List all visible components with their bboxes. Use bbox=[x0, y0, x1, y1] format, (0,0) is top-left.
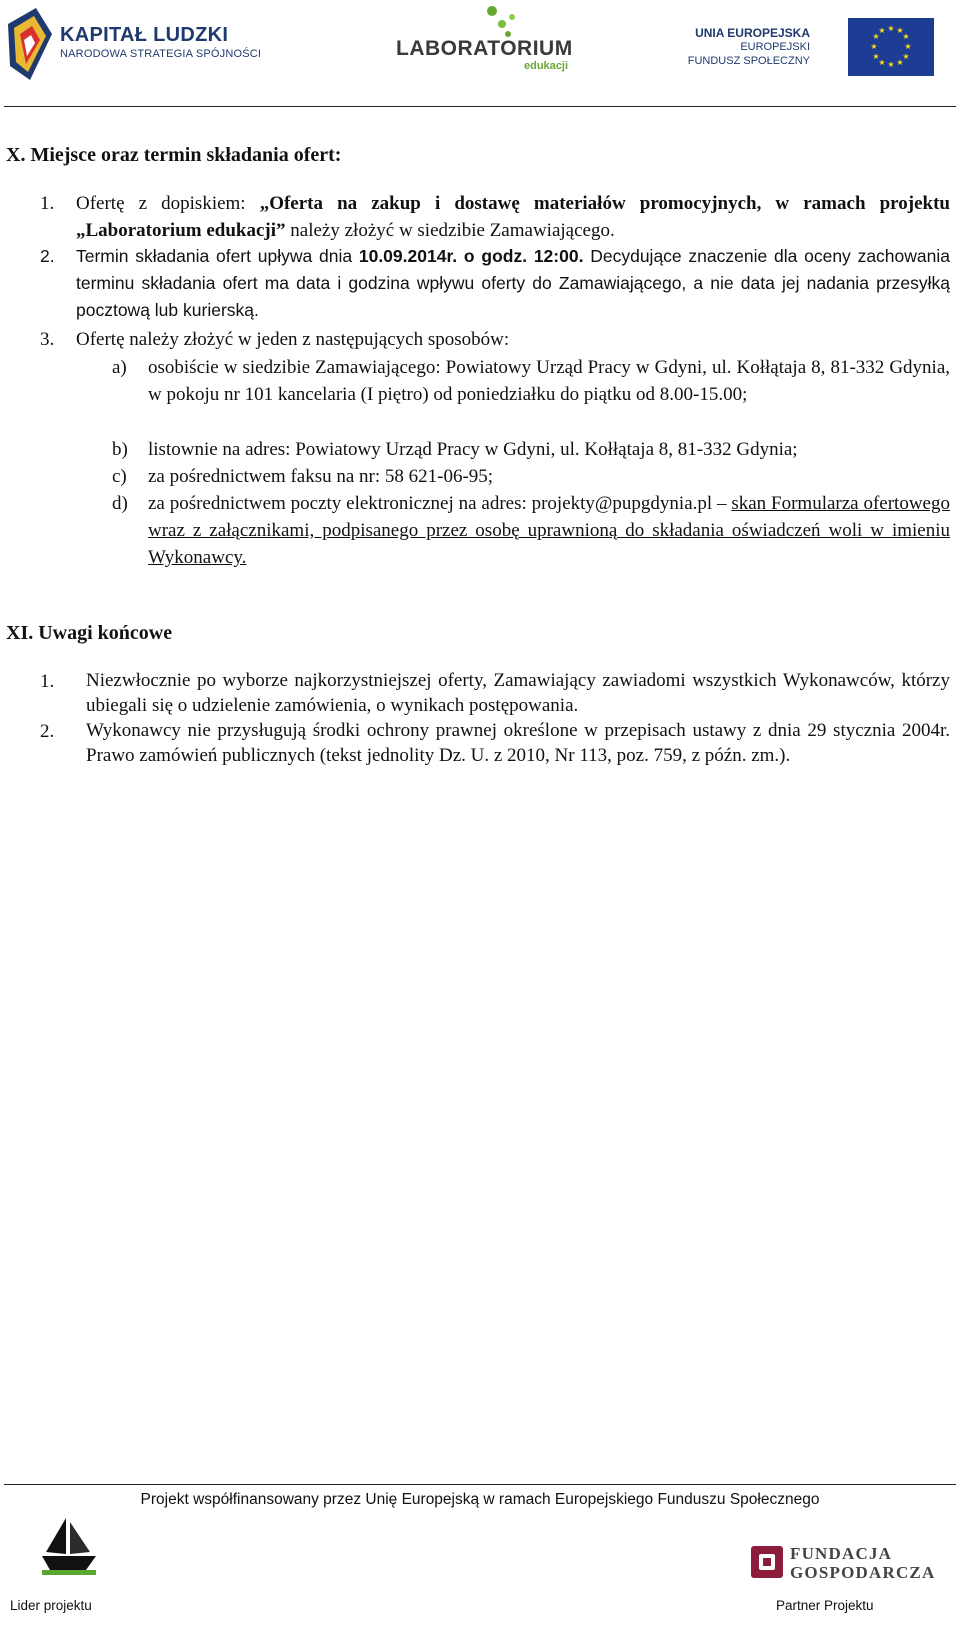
list-item-text: Termin składania ofert upływa dnia bbox=[76, 246, 359, 266]
list-item-text: Decydujące znaczenie dla oceny zachowania terminu składania ofert ma data i godzina wpływu oferty do Zamawiającego, a nie data jej nadania przesyłką pocztową lub kurierską. bbox=[76, 246, 950, 320]
header-divider bbox=[4, 106, 956, 107]
email-delivery-text: za pośrednictwem poczty elektronicznej na adres: projekty@pupgdynia.pl – bbox=[148, 493, 732, 514]
laboratorium-subtitle: edukacji bbox=[524, 60, 569, 72]
svg-text:★: ★ bbox=[887, 24, 895, 33]
list-item-text: należy złożyć w siedzibie Zamawiającego. bbox=[285, 220, 615, 241]
kapital-ludzki-title: KAPITAŁ LUDZKI bbox=[60, 24, 229, 46]
partner-label: Partner Projektu bbox=[776, 1598, 874, 1613]
sub-item-letter: b) bbox=[112, 439, 128, 460]
svg-text:★: ★ bbox=[878, 58, 886, 67]
svg-text:★: ★ bbox=[878, 26, 886, 35]
sub-item-letter: c) bbox=[112, 466, 127, 487]
sub-item-text: osobiście w siedzibie Zamawiającego: Powiatowy Urząd Pracy w Gdyni, ul. Kołłątaja 8, 81-332 Gdynia, w pokoju nr 101 kancelaria (I piętro) od poniedziałku do piątku od 8.00-15.00; bbox=[148, 357, 950, 405]
list-item-number: 1. bbox=[40, 193, 55, 214]
svg-text:★: ★ bbox=[872, 32, 880, 41]
lider-ship-logo-icon bbox=[36, 1512, 102, 1578]
lider-label: Lider projektu bbox=[10, 1598, 92, 1613]
laboratorium-title: LABORATORIUM bbox=[396, 37, 573, 60]
scan-requirement-underlined: skan Formularza ofertowego wraz z załącznikami, podpisanego przez osobę uprawnioną do składania oświadczeń woli w imieniu Wykonawcy. bbox=[148, 493, 950, 568]
list-item-number: 1. bbox=[40, 671, 55, 692]
list-item bbox=[76, 190, 950, 244]
list-item-text: Wykonawcy nie przysługują środki ochrony prawnej określone w przepisach ustawy z dnia 29 stycznia 2004r. Prawo zamówień publicznych (tekst jednolity Dz. U. z 2010, Nr 113, poz. 759, z późn. zm.). bbox=[86, 720, 950, 766]
eu-line-1: UNIA EUROPEJSKA bbox=[695, 26, 810, 40]
sub-item-letter: d) bbox=[112, 493, 128, 514]
list-item-text: Ofertę z dopiskiem: bbox=[76, 193, 260, 214]
svg-text:★: ★ bbox=[902, 52, 910, 61]
deadline-bold: 10.09.2014r. o godz. 12:00. bbox=[358, 246, 584, 266]
eu-line-2: EUROPEJSKI bbox=[740, 41, 810, 53]
list-item-number: 2. bbox=[40, 721, 55, 742]
list-item-text: Niezwłocznie po wyborze najkorzystniejszej oferty, Zamawiający zawiadomi wszystkich Wykonawców, którzy ubiegali się o udzielenie zamówienia, o wynikach postępowania. bbox=[86, 670, 950, 716]
fundacja-line-2: GOSPODARCZA bbox=[790, 1563, 936, 1582]
sub-item-text: listownie na adres: Powiatowy Urząd Pracy w Gdyni, ul. Kołłątaja 8, 81-332 Gdynia; bbox=[148, 439, 798, 460]
cofinanced-note: Projekt współfinansowany przez Unię Europejską w ramach Europejskiego Funduszu Społecznego bbox=[140, 1491, 820, 1508]
eu-line-3: FUNDUSZ SPOŁECZNY bbox=[687, 55, 810, 67]
kapital-ludzki-emblem-icon bbox=[6, 4, 54, 82]
svg-text:★: ★ bbox=[872, 52, 880, 61]
molecule-icon bbox=[484, 4, 524, 38]
svg-text:★: ★ bbox=[870, 42, 878, 51]
svg-text:★: ★ bbox=[904, 42, 912, 51]
list-item bbox=[76, 243, 950, 324]
list-item-number: 3. bbox=[40, 329, 55, 350]
svg-text:★: ★ bbox=[896, 26, 904, 35]
fundacja-logo-icon bbox=[751, 1546, 783, 1578]
list-item-number: 2. bbox=[40, 246, 55, 266]
svg-text:★: ★ bbox=[902, 32, 910, 41]
svg-text:★: ★ bbox=[887, 60, 895, 69]
footer-divider bbox=[4, 1484, 956, 1485]
section-x-heading: X. Miejsce oraz termin składania ofert: bbox=[6, 144, 342, 166]
svg-text:★: ★ bbox=[896, 58, 904, 67]
sub-item-text bbox=[148, 490, 950, 571]
list-item-text: Ofertę należy złożyć w jeden z następujących sposobów: bbox=[76, 329, 510, 350]
fundacja-line-1: FUNDACJA bbox=[790, 1544, 893, 1563]
kapital-ludzki-subtitle: NARODOWA STRATEGIA SPÓJNOŚCI bbox=[60, 48, 262, 60]
section-xi-heading: XI. Uwagi końcowe bbox=[6, 622, 173, 644]
sub-item-letter: a) bbox=[112, 357, 127, 378]
eu-flag-icon bbox=[848, 18, 934, 76]
offer-title-bold: „Oferta na zakup i dostawę materiałów promocyjnych, w ramach projektu „Laboratorium edukacji” bbox=[76, 193, 950, 241]
sub-item-text: za pośrednictwem faksu na nr: 58 621-06-95; bbox=[148, 466, 494, 487]
